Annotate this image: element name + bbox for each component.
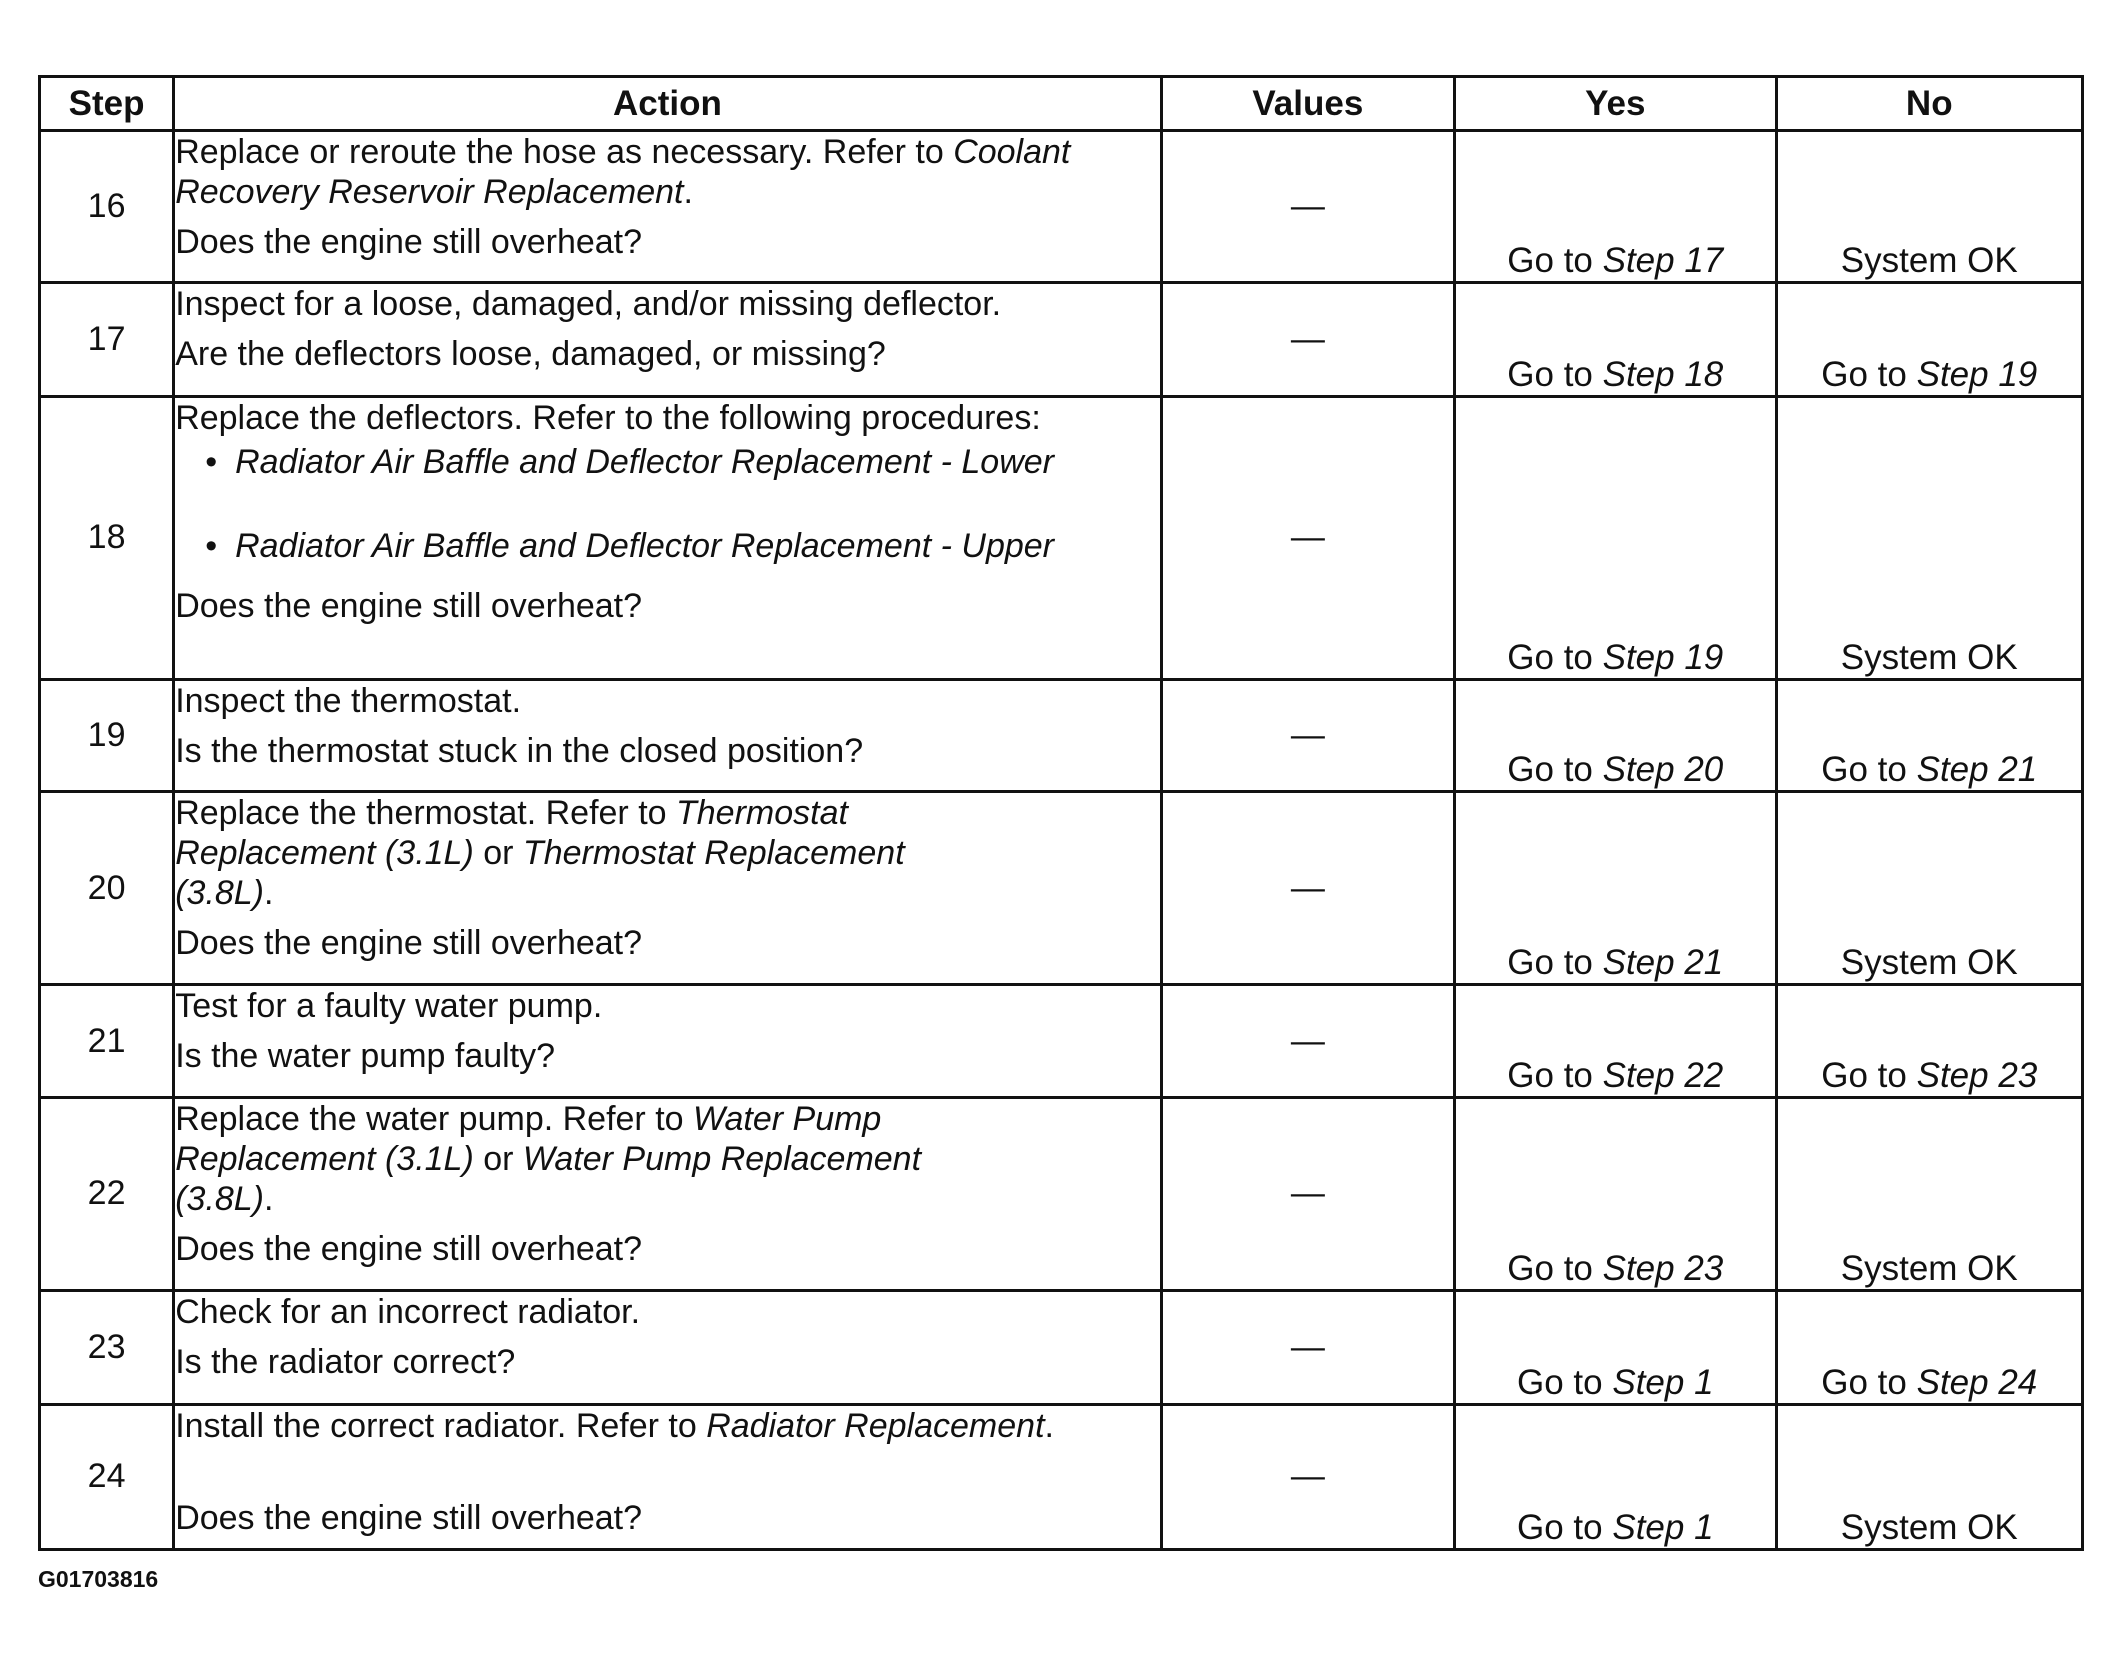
yes-cell: Go to Step 17 <box>1455 131 1776 283</box>
step-reference: Step 23 <box>1916 1055 2038 1095</box>
no-cell: Go to Step 21 <box>1776 679 2082 791</box>
action-cell <box>174 791 1161 985</box>
action-question: Is the radiator correct? <box>175 1343 516 1382</box>
step-reference: Step 22 <box>1602 1055 1724 1095</box>
step-reference: Step 24 <box>1916 1362 2038 1402</box>
step-reference: Step 1 <box>1612 1362 1714 1402</box>
action-instruction: Replace or reroute the hose as necessary. Refer to Coolant Recovery Reservoir Replacement. <box>175 133 1071 211</box>
yes-cell: Go to Step 18 <box>1455 283 1776 396</box>
action-cell <box>174 1097 1161 1291</box>
step-number: 17 <box>40 283 174 396</box>
action-question: Does the engine still overheat? <box>175 1498 643 1537</box>
yes-cell: Go to Step 21 <box>1455 791 1776 985</box>
action-instruction: Replace the water pump. Refer to Water Pump Replacement (3.1L) or Water Pump Replacement (3.8L). <box>175 1099 922 1218</box>
values-cell: — <box>1161 1291 1454 1404</box>
values-cell: — <box>1161 131 1454 283</box>
procedure-reference: Thermostat Replacement (3.1L) <box>175 793 848 872</box>
procedure-reference: Coolant Recovery Reservoir Replacement <box>175 133 1071 211</box>
procedure-reference: Radiator Replacement <box>706 1406 1045 1445</box>
procedure-reference: Water Pump Replacement (3.1L) <box>175 1099 882 1178</box>
table-row <box>40 1404 2083 1549</box>
step-reference: Step 18 <box>1602 354 1724 394</box>
action-instruction: Check for an incorrect radiator. <box>175 1293 641 1332</box>
no-cell: System OK <box>1776 1097 2082 1291</box>
header-no: No <box>1776 77 2082 131</box>
step-reference: Step 21 <box>1916 749 2038 789</box>
step-number: 18 <box>40 396 174 679</box>
step-reference: Step 23 <box>1602 1249 1724 1289</box>
step-number: 21 <box>40 985 174 1097</box>
figure-id: G01703816 <box>38 1566 159 1592</box>
list-item: • Radiator Air Baffle and Deflector Replacement - Lower <box>205 442 1159 482</box>
values-cell: — <box>1161 283 1454 396</box>
action-question: Does the engine still overheat? <box>175 586 643 625</box>
procedure-reference: Water Pump Replacement (3.8L) <box>175 1139 922 1218</box>
step-reference: Step 19 <box>1602 637 1724 677</box>
action-cell <box>174 679 1161 791</box>
action-question: Is the thermostat stuck in the closed position? <box>175 731 864 770</box>
values-cell: — <box>1161 679 1454 791</box>
no-cell: System OK <box>1776 1404 2082 1549</box>
table-row <box>40 131 2083 283</box>
values-cell: — <box>1161 985 1454 1097</box>
action-instruction: Replace the deflectors. Refer to the following procedures: <box>175 398 1041 437</box>
action-cell <box>174 1291 1161 1404</box>
table-row <box>40 396 2083 679</box>
no-cell: System OK <box>1776 396 2082 679</box>
step-reference: Step 1 <box>1612 1508 1714 1547</box>
step-number: 20 <box>40 791 174 985</box>
step-number: 24 <box>40 1404 174 1549</box>
table-row <box>40 791 2083 985</box>
values-cell: — <box>1161 791 1454 985</box>
procedure-list <box>175 442 1159 566</box>
action-instruction: Install the correct radiator. Refer to Radiator Replacement. <box>175 1406 1054 1445</box>
step-reference: Step 21 <box>1602 943 1724 983</box>
action-instruction: Replace the thermostat. Refer to Thermostat Replacement (3.1L) or Thermostat Replacement (3.8L). <box>175 793 905 912</box>
diagnostic-table <box>38 75 2084 1551</box>
action-instruction: Inspect the thermostat. <box>175 681 522 720</box>
action-question: Is the water pump faulty? <box>175 1037 556 1076</box>
values-cell: — <box>1161 1404 1454 1549</box>
table-row <box>40 1097 2083 1291</box>
step-number: 16 <box>40 131 174 283</box>
action-cell <box>174 1404 1161 1549</box>
action-instruction: Inspect for a loose, damaged, and/or missing deflector. <box>175 285 1002 324</box>
table-row <box>40 283 2083 396</box>
table-row <box>40 985 2083 1097</box>
action-instruction: Test for a faulty water pump. <box>175 987 603 1026</box>
procedure-reference: Thermostat Replacement (3.8L) <box>175 833 905 912</box>
header-yes: Yes <box>1455 77 1776 131</box>
step-reference: Step 17 <box>1602 241 1724 281</box>
action-question: Does the engine still overheat? <box>175 223 643 261</box>
step-number: 23 <box>40 1291 174 1404</box>
action-cell <box>174 396 1161 679</box>
table-row <box>40 1291 2083 1404</box>
action-cell <box>174 985 1161 1097</box>
list-item: • Radiator Air Baffle and Deflector Replacement - Upper <box>205 526 1159 566</box>
yes-cell: Go to Step 23 <box>1455 1097 1776 1291</box>
no-cell: System OK <box>1776 131 2082 283</box>
table-row <box>40 679 2083 791</box>
yes-cell: Go to Step 22 <box>1455 985 1776 1097</box>
header-values: Values <box>1161 77 1454 131</box>
yes-cell: Go to Step 1 <box>1455 1291 1776 1404</box>
action-cell <box>174 283 1161 396</box>
step-number: 19 <box>40 679 174 791</box>
action-question: Does the engine still overheat? <box>175 1229 643 1268</box>
header-step: Step <box>40 77 174 131</box>
values-cell: — <box>1161 1097 1454 1291</box>
no-cell: Go to Step 19 <box>1776 283 2082 396</box>
no-cell: Go to Step 24 <box>1776 1291 2082 1404</box>
no-cell: System OK <box>1776 791 2082 985</box>
step-number: 22 <box>40 1097 174 1291</box>
header-row <box>40 77 2083 131</box>
values-cell: — <box>1161 396 1454 679</box>
action-cell <box>174 131 1161 283</box>
header-action: Action <box>174 77 1161 131</box>
action-question: Are the deflectors loose, damaged, or missing? <box>175 335 886 374</box>
action-question: Does the engine still overheat? <box>175 923 643 962</box>
yes-cell: Go to Step 1 <box>1455 1404 1776 1549</box>
yes-cell: Go to Step 19 <box>1455 396 1776 679</box>
step-reference: Step 19 <box>1916 354 2038 394</box>
yes-cell: Go to Step 20 <box>1455 679 1776 791</box>
no-cell: Go to Step 23 <box>1776 985 2082 1097</box>
step-reference: Step 20 <box>1602 749 1724 789</box>
